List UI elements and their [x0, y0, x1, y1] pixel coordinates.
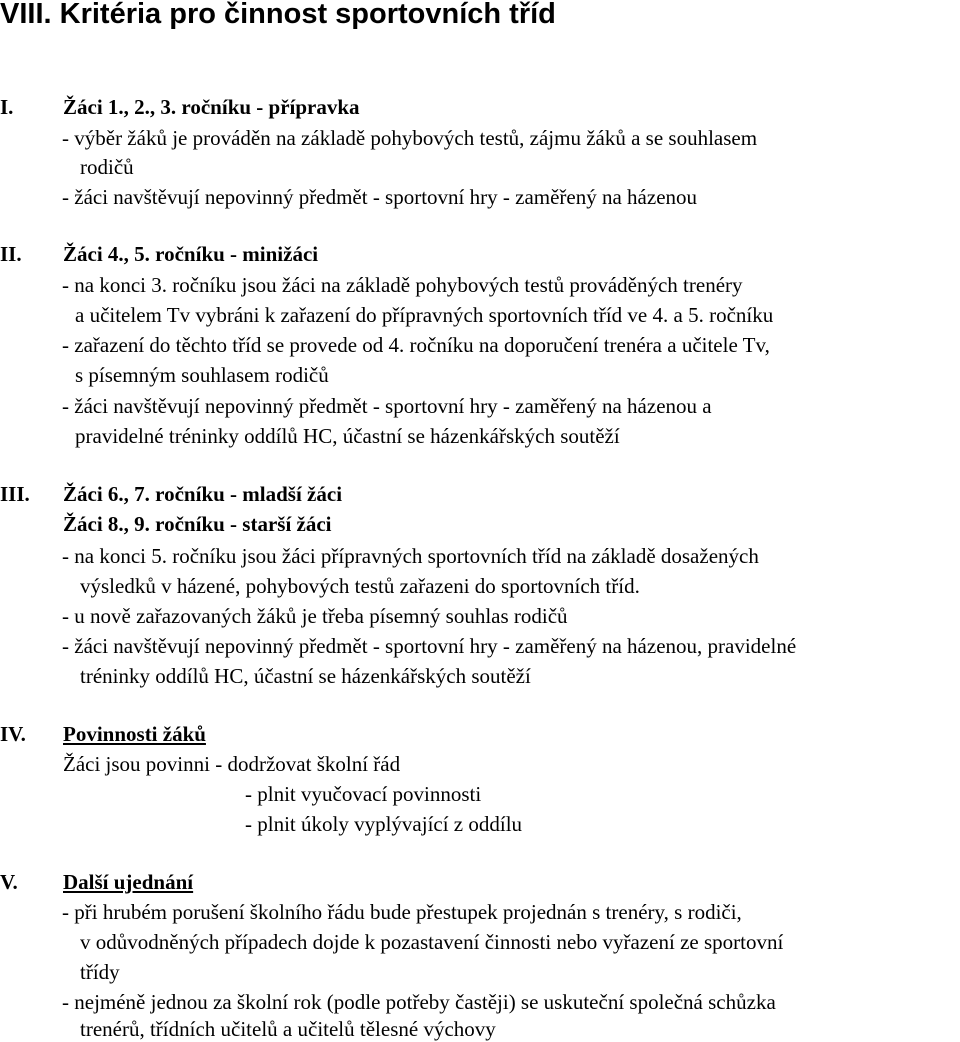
section-4-line-1: Žáci jsou povinni - dodržovat školní řád [63, 752, 401, 776]
section-numeral-4: IV. [0, 722, 26, 746]
section-2-line-1: - na konci 3. ročníku jsou žáci na základě pohybových testů prováděných trenéry [62, 273, 743, 297]
section-3-line-4: - žáci navštěvují nepovinný předmět - sportovní hry - zaměřený na házenou, pravidelné [62, 634, 797, 658]
section-1-line-3: - žáci navštěvují nepovinný předmět - sportovní hry - zaměřený na házenou [62, 185, 698, 209]
section-heading-2: Žáci 4., 5. ročníku - minižáci [63, 242, 319, 266]
section-numeral-2: II. [0, 242, 22, 266]
section-3-line-2: výsledků v házené, pohybových testů zařazeni do sportovních tříd. [80, 574, 640, 598]
section-2-line-4: s písemným souhlasem rodičů [75, 363, 329, 387]
section-1-line-1: - výběr žáků je prováděn na základě pohybových testů, zájmu žáků a se souhlasem [62, 126, 758, 150]
section-2-line-2: a učitelem Tv vybráni k zařazení do přípravných sportovních tříd ve 4. a 5. ročníku [75, 303, 774, 327]
section-2-line-6: pravidelné tréninky oddílů HC, účastní se házenkářských soutěží [75, 424, 620, 448]
section-3-line-3: - u nově zařazovaných žáků je třeba písemný souhlas rodičů [62, 604, 568, 628]
section-numeral-1: I. [0, 95, 14, 119]
section-heading-1: Žáci 1., 2., 3. ročníku - přípravka [63, 95, 360, 119]
section-heading-5: Další ujednání [63, 870, 194, 894]
section-2-line-5: - žáci navštěvují nepovinný předmět - sportovní hry - zaměřený na házenou a [62, 394, 712, 418]
section-heading-3a: Žáci 6., 7. ročníku - mladší žáci [63, 482, 343, 506]
section-5-line-1: - při hrubém porušení školního řádu bude přestupek projednán s trenéry, s rodiči, [62, 900, 742, 924]
section-3-line-5: tréninky oddílů HC, účastní se házenkářských soutěží [80, 664, 531, 688]
section-5-line-3: třídy [80, 960, 120, 984]
section-1-line-2: rodičů [80, 155, 134, 179]
section-4-line-2: - plnit vyučovací povinnosti [245, 782, 482, 806]
document-title: VIII. Kritéria pro činnost sportovních tříd [0, 0, 556, 30]
section-numeral-5: V. [0, 870, 18, 894]
section-5-line-4: - nejméně jednou za školní rok (podle potřeby častěji) se uskuteční společná schůzka [62, 990, 776, 1014]
section-3-line-1: - na konci 5. ročníku jsou žáci přípravných sportovních tříd na základě dosažených [62, 544, 759, 568]
section-5-line-5: trenérů, třídních učitelů a učitelů tělesné výchovy [80, 1017, 496, 1041]
section-heading-3b: Žáci 8., 9. ročníku - starší žáci [63, 512, 332, 536]
section-heading-4: Povinnosti žáků [63, 722, 206, 746]
section-numeral-3: III. [0, 482, 30, 506]
section-2-line-3: - zařazení do těchto tříd se provede od 4. ročníku na doporučení trenéra a učitele Tv, [62, 333, 770, 357]
section-4-line-3: - plnit úkoly vyplývající z oddílu [245, 812, 523, 836]
section-5-line-2: v odůvodněných případech dojde k pozastavení činnosti nebo vyřazení ze sportovní [80, 930, 784, 954]
